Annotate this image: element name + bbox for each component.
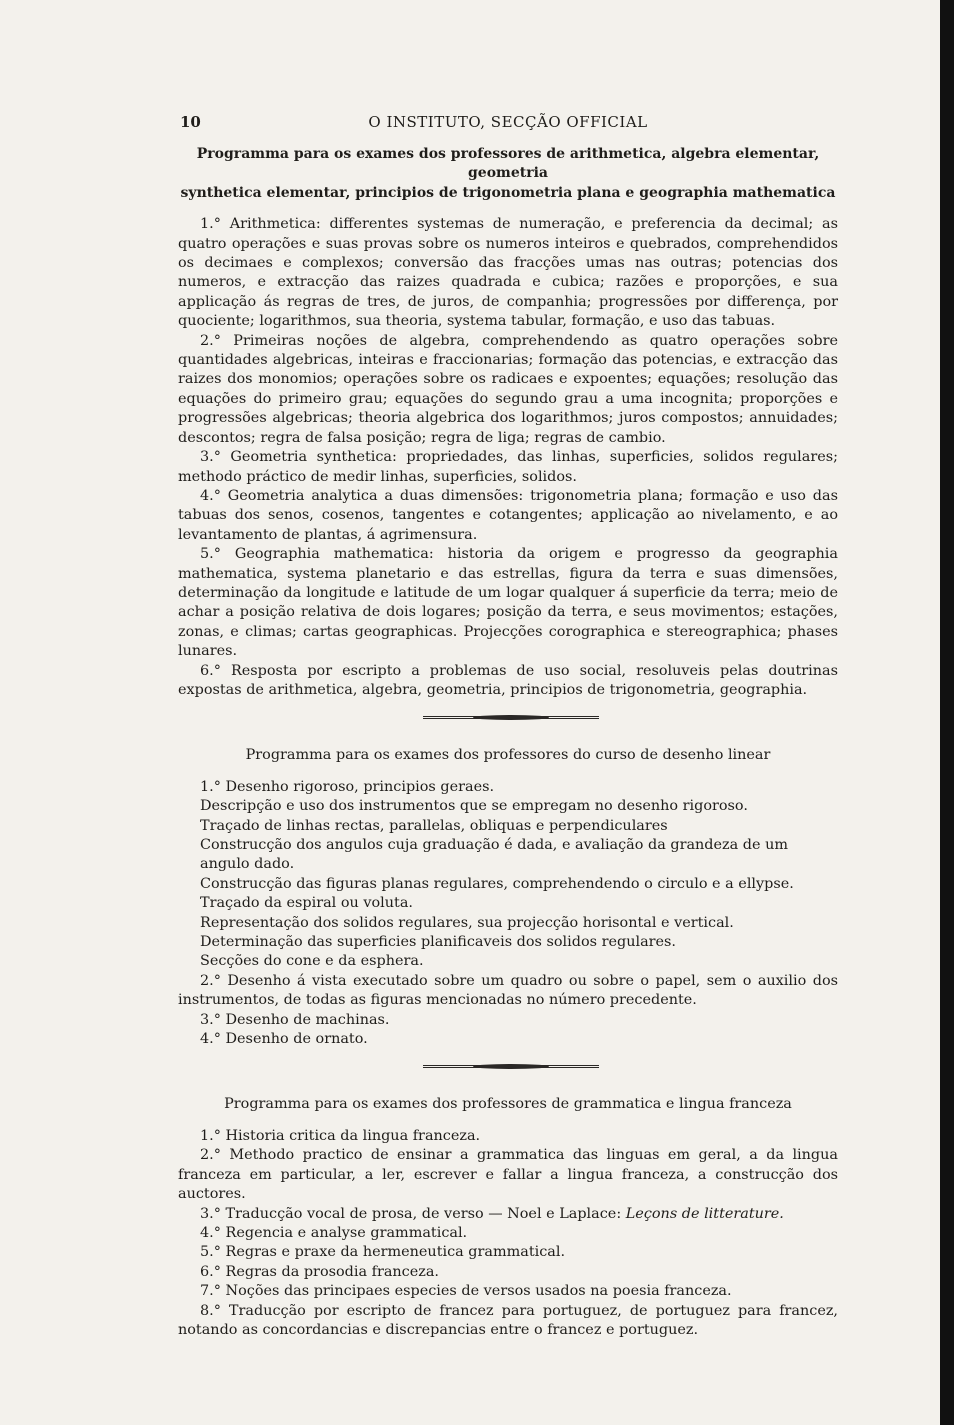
scan-edge <box>940 0 954 1425</box>
program-item: 4.° Regencia e analyse grammatical. <box>200 1224 468 1241</box>
program-line: Construcção dos angulos cuja graduação é dada, e avaliação da grandeza de um angulo dado. <box>200 837 788 873</box>
french-program <box>178 1127 838 1340</box>
running-header <box>178 113 838 137</box>
drawing-program <box>178 778 838 1050</box>
program-item: 3.° Geometria synthetica: propriedades, das linhas, superficies, solidos regulares; methodo práctico de medir linhas, superficies, solidos. <box>178 449 838 485</box>
section-title-line: Programma para os exames dos professores de arithmetica, algebra elementar, geometria <box>196 146 820 182</box>
program-line: Traçado de linhas rectas, parallelas, obliquas e perpendiculares <box>200 817 668 834</box>
page-body <box>178 113 838 1340</box>
section-title-line: synthetica elementar, principios de trigonometria plana e geographia mathematica <box>180 184 836 201</box>
section-divider <box>178 1049 838 1087</box>
program-line: Secções do cone e da esphera. <box>200 953 424 970</box>
page-number: 10 <box>180 113 201 131</box>
book-title: Leçons de litterature. <box>625 1205 784 1222</box>
program-item: 2.° Primeiras noções de algebra, comprehendendo as quatro operações sobre quantidades algebricas, inteiras e fraccionarias; formação das potencias, e extracção das raizes dos monomios; operações sobre os radicaes e expoentes; equações; resolução das equações do primeiro grau; equações do segundo grau a uma incognita; proporções e progressões algebricas; theoria algebrica dos logarithmos; juros compostos; annuidades; descontos; regra de falsa posição; regra de liga; regras de cambio. <box>178 332 838 446</box>
section-divider <box>178 700 838 738</box>
section-title-french: Programma para os exames dos professores de grammatica e lingua franceza <box>224 1096 792 1113</box>
section-title-mathematics <box>178 145 838 203</box>
program-line: Traçado da espiral ou voluta. <box>200 895 413 912</box>
program-item: 5.° Geographia mathematica: historia da origem e progresso da geographia mathematica, systema planetario e das estrellas, figura da terra e suas dimensões, determinação da longitude e latitude de um logar qualquer á superficie da terra; meio de achar a posição relativa de dois logares; posição da terra, e seus movimentos; estações, zonas, e climas; cartas geographicas. Projecções corographica e stereographica; phases lunares. <box>178 546 838 660</box>
journal-title: O INSTITUTO, SECÇÃO OFFICIAL <box>368 113 648 131</box>
program-line: Descripção e uso dos instrumentos que se empregam no desenho rigoroso. <box>200 798 748 815</box>
program-item: 1.° Historia critica da lingua franceza. <box>200 1127 481 1144</box>
item-text: 3.° Traducção vocal de prosa, de verso — Noel e Laplace: <box>200 1205 626 1222</box>
program-line: Determinação das superficies planificaveis dos solidos regulares. <box>200 934 677 951</box>
program-item: 5.° Regras e praxe da hermeneutica grammatical. <box>200 1244 566 1261</box>
program-line: Construcção das figuras planas regulares, comprehendendo o circulo e a ellypse. <box>200 875 794 892</box>
program-line: Representação dos solidos regulares, sua projecção horisontal e vertical. <box>200 914 734 931</box>
program-item <box>178 1205 838 1224</box>
program-line: 1.° Desenho rigoroso, principios geraes. <box>200 778 495 795</box>
program-item: 4.° Geometria analytica a duas dimensões: trigonometria plana; formação e uso das tabuas dos senos, cosenos, tangentes e cotangentes; applicação ao nivelamento, e ao levantamento de plantas, á agrimensura. <box>178 487 838 543</box>
program-item: 2.° Methodo practico de ensinar a grammatica das linguas em geral, a da lingua franceza em particular, a ler, escrever e fallar a lingua franceza, a construcção dos auctores. <box>178 1147 838 1203</box>
program-item: 2.° Desenho á vista executado sobre um quadro ou sobre o papel, sem o auxilio dos instrumentos, de todas as figuras mencionadas no número precedente. <box>178 972 838 1009</box>
program-item: 8.° Traducção por escripto de francez para portuguez, de portuguez para francez, notando as concordancias e discrepancias entre o francez e portuguez. <box>178 1302 838 1338</box>
section-title-drawing: Programma para os exames dos professores do curso de desenho linear <box>245 747 771 764</box>
program-item: 6.° Resposta por escripto a problemas de uso social, resoluveis pelas doutrinas expostas de arithmetica, algebra, geometria, principios de trigonometria, geographia. <box>178 662 838 698</box>
program-item: 1.° Arithmetica: differentes systemas de numeração, e preferencia da decimal; as quatro operações e suas provas sobre os numeros inteiros e quebrados, comprehendidos os decimaes e complexos; conversão das fracções umas nas outras; potencias dos numeros, e extracção das raizes quadrada e cubica; razões e proporções, e sua applicação ás regras de tres, de juros, de companhia; progressões por differença, por quociente; logarithmos, sua theoria, systema tabular, formação, e uso das tabuas. <box>178 216 838 330</box>
program-item: 6.° Regras da prosodia franceza. <box>200 1263 439 1280</box>
program-item: 3.° Desenho de machinas. <box>200 1011 390 1028</box>
program-item: 4.° Desenho de ornato. <box>200 1031 368 1048</box>
program-item: 7.° Noções das principaes especies de versos usados na poesia franceza. <box>200 1283 732 1300</box>
mathematics-program <box>178 215 838 700</box>
